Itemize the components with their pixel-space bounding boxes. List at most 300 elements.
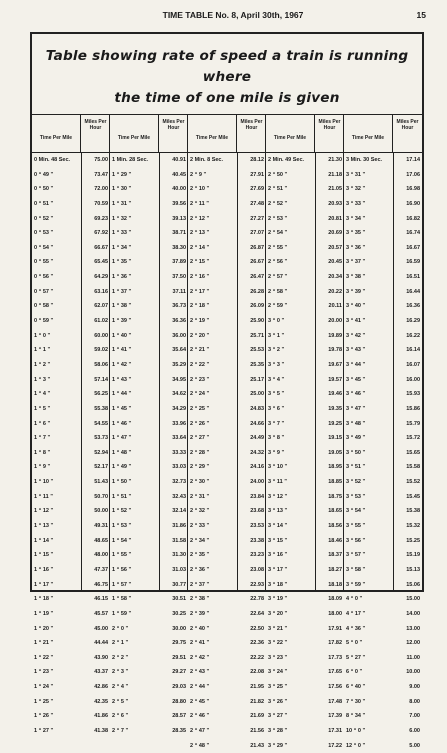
time-cell: 2 “ 52 ”	[268, 200, 288, 207]
speed-cell: 17.39	[328, 713, 342, 720]
speed-cell: 20.45	[328, 259, 342, 266]
speed-cell: 64.29	[94, 274, 108, 281]
time-cell: 3 “ 9 ”	[268, 449, 285, 456]
time-cell: 1 “ 40 ”	[112, 332, 132, 339]
time-cell: 2 “ 29 ”	[190, 464, 210, 471]
speed-cell: 30.00	[172, 625, 186, 632]
speed-cell: 40.45	[172, 171, 186, 178]
time-cell: 1 “ 3 ”	[34, 376, 51, 383]
time-cell: 3 “ 16 ”	[268, 552, 288, 559]
table-row	[32, 475, 110, 490]
time-cell: 2 “ 17 ”	[190, 288, 210, 295]
time-cell: 1 Min. 28 Sec.	[112, 157, 149, 163]
time-cell: 1 “ 21 ”	[34, 640, 54, 647]
table-row	[188, 578, 266, 593]
table-row	[266, 724, 344, 739]
table-row	[266, 387, 344, 402]
time-cell: 1 “ 32 ”	[112, 215, 132, 222]
time-cell: 5 “ 0 ”	[346, 640, 363, 647]
speed-cell: 52.17	[94, 464, 108, 471]
time-cell: 3 “ 23 ”	[268, 654, 288, 661]
table-row	[188, 636, 266, 651]
speed-cell: 41.86	[94, 713, 108, 720]
speed-cell: 15.38	[406, 508, 420, 515]
time-cell: 1 “ 50 ”	[112, 479, 132, 486]
table-row	[110, 197, 188, 212]
speed-cell: 57.14	[94, 376, 108, 383]
table-row	[32, 255, 110, 270]
time-cell: 1 “ 54 ”	[112, 537, 132, 544]
page-header	[40, 10, 426, 24]
table-row	[32, 665, 110, 680]
table-row	[32, 504, 110, 519]
speed-cell: 29.75	[172, 640, 186, 647]
speed-cell: 46.75	[94, 581, 108, 588]
table-row	[266, 241, 344, 256]
speed-cell: 23.84	[250, 493, 264, 500]
time-cell: 3 “ 18 ”	[268, 581, 288, 588]
table-row	[32, 724, 110, 739]
table-row	[266, 446, 344, 461]
time-cell: 2 “ 33 ”	[190, 523, 210, 530]
speed-cell: 17.91	[328, 625, 342, 632]
row-list	[266, 153, 344, 753]
table-row	[266, 695, 344, 710]
speed-cell: 34.95	[172, 376, 186, 383]
speed-cell: 19.25	[328, 420, 342, 427]
speed-cell: 34.29	[172, 405, 186, 412]
time-cell: 3 “ 5 ”	[268, 391, 285, 398]
table-row	[188, 358, 266, 373]
timetable-title: TIME TABLE No. 8, April 30th, 1967	[162, 10, 304, 20]
speed-cell: 16.90	[406, 200, 420, 207]
speed-cell: 27.48	[250, 200, 264, 207]
table-row	[188, 182, 266, 197]
time-cell: 2 “ 10 ”	[190, 186, 210, 193]
table-row	[344, 168, 422, 183]
table-row	[188, 373, 266, 388]
time-cell: 0 “ 52 ”	[34, 215, 54, 222]
time-cell: 3 “ 29 ”	[268, 742, 288, 749]
speed-cell: 13.00	[406, 625, 420, 632]
time-cell: 2 “ 5 ”	[112, 698, 129, 705]
time-cell: 3 “ 47 ”	[346, 405, 366, 412]
table-row	[188, 226, 266, 241]
speed-cell: 7.00	[409, 713, 420, 720]
time-cell: 3 “ 6 ”	[268, 405, 285, 412]
speed-cell: 32.43	[172, 493, 186, 500]
speed-cell: 20.81	[328, 215, 342, 222]
speed-table-frame	[30, 32, 424, 749]
table-row	[32, 460, 110, 475]
speed-cell: 37.50	[172, 274, 186, 281]
speed-cell: 16.00	[406, 376, 420, 383]
row-list	[110, 153, 188, 739]
table-row	[266, 299, 344, 314]
table-row	[32, 153, 110, 168]
table-row	[32, 226, 110, 241]
speed-cell: 15.79	[406, 420, 420, 427]
time-cell: 3 “ 50 ”	[346, 449, 366, 456]
table-row	[344, 343, 422, 358]
speed-cell: 70.59	[94, 200, 108, 207]
speed-cell: 58.06	[94, 361, 108, 368]
table-row	[32, 548, 110, 563]
miles-per-hour-header: Miles Per Hour	[396, 119, 419, 131]
speed-cell: 33.33	[172, 449, 186, 456]
table-row	[266, 314, 344, 329]
time-cell: 2 “ 30 ”	[190, 479, 210, 486]
table-row	[110, 504, 188, 519]
time-cell: 0 Min. 48 Sec.	[34, 157, 71, 163]
time-cell: 2 “ 7 ”	[112, 727, 129, 734]
table-row	[188, 299, 266, 314]
speed-cell: 16.14	[406, 347, 420, 354]
speed-cell: 25.71	[250, 332, 264, 339]
speed-cell: 15.13	[406, 566, 420, 573]
table-title-line-1: Table showing rate of speed a train is running where	[45, 48, 409, 85]
time-cell: 3 “ 28 ”	[268, 727, 288, 734]
table-row	[188, 724, 266, 739]
time-cell: 3 “ 44 ”	[346, 361, 366, 368]
time-cell: 2 “ 53 ”	[268, 215, 288, 222]
column-group-header	[266, 115, 344, 153]
table-row	[188, 622, 266, 637]
time-cell: 2 “ 44 ”	[190, 684, 210, 691]
speed-cell: 10.00	[406, 669, 420, 676]
time-cell: 1 “ 27 ”	[34, 727, 54, 734]
speed-cell: 30.51	[172, 596, 186, 603]
speed-cell: 48.00	[94, 552, 108, 559]
speed-cell: 18.85	[328, 479, 342, 486]
speed-cell: 33.96	[172, 420, 186, 427]
table-row	[110, 519, 188, 534]
column-group-3	[188, 115, 266, 749]
table-row	[110, 417, 188, 432]
speed-cell: 15.25	[406, 537, 420, 544]
time-cell: 2 “ 46 ”	[190, 713, 210, 720]
table-row	[266, 636, 344, 651]
speed-cell: 19.78	[328, 347, 342, 354]
speed-cell: 16.07	[406, 361, 420, 368]
time-cell: 1 “ 42 ”	[112, 361, 132, 368]
table-row	[344, 255, 422, 270]
table-row	[32, 329, 110, 344]
table-row	[266, 548, 344, 563]
table-row	[110, 490, 188, 505]
time-cell: 2 “ 22 ”	[190, 361, 210, 368]
table-row	[110, 373, 188, 388]
table-row	[32, 578, 110, 593]
speed-cell: 15.93	[406, 391, 420, 398]
table-row	[344, 314, 422, 329]
table-row	[344, 212, 422, 227]
speed-cell: 19.57	[328, 376, 342, 383]
time-cell: 2 “ 50 ”	[268, 171, 288, 178]
table-row	[110, 431, 188, 446]
table-row	[188, 519, 266, 534]
time-cell: 2 “ 34 ”	[190, 537, 210, 544]
time-cell: 2 “ 16 ”	[190, 274, 210, 281]
time-cell: 1 “ 35 ”	[112, 259, 132, 266]
speed-cell: 16.44	[406, 288, 420, 295]
speed-cell: 17.65	[328, 669, 342, 676]
table-row	[110, 168, 188, 183]
speed-cell: 18.75	[328, 493, 342, 500]
time-cell: 3 “ 35 ”	[346, 230, 366, 237]
time-cell: 8 “ 34 ”	[346, 713, 366, 720]
table-row	[32, 709, 110, 724]
time-cell: 1 “ 44 ”	[112, 391, 132, 398]
table-row	[344, 651, 422, 666]
time-cell: 2 Min. 49 Sec.	[268, 157, 305, 163]
time-cell: 0 “ 57 ”	[34, 288, 54, 295]
speed-cell: 53.73	[94, 435, 108, 442]
table-row	[266, 680, 344, 695]
speed-cell: 5.00	[409, 742, 420, 749]
table-row	[188, 709, 266, 724]
speed-cell: 60.00	[94, 332, 108, 339]
speed-cell: 56.25	[94, 391, 108, 398]
table-row	[344, 402, 422, 417]
table-row	[110, 241, 188, 256]
table-row	[32, 519, 110, 534]
time-cell: 1 “ 57 ”	[112, 581, 132, 588]
table-row	[188, 343, 266, 358]
time-cell: 1 “ 33 ”	[112, 230, 132, 237]
table-row	[188, 153, 266, 168]
table-row	[188, 695, 266, 710]
speed-cell: 19.05	[328, 449, 342, 456]
time-cell: 1 “ 55 ”	[112, 552, 132, 559]
time-cell: 2 “ 24 ”	[190, 391, 210, 398]
speed-cell: 16.74	[406, 230, 420, 237]
speed-cell: 21.69	[250, 713, 264, 720]
table-row	[32, 402, 110, 417]
time-cell: 2 “ 14 ”	[190, 244, 210, 251]
speed-cell: 37.11	[172, 288, 186, 295]
table-row	[266, 431, 344, 446]
speed-cell: 24.66	[250, 420, 264, 427]
time-cell: 3 “ 8 ”	[268, 435, 285, 442]
time-cell: 3 “ 43 ”	[346, 347, 366, 354]
table-row	[188, 255, 266, 270]
speed-cell: 28.12	[250, 157, 264, 163]
speed-cell: 27.07	[250, 230, 264, 237]
time-cell: 3 “ 38 ”	[346, 274, 366, 281]
speed-cell: 18.00	[328, 610, 342, 617]
speed-cell: 30.25	[172, 610, 186, 617]
time-cell: 3 “ 53 ”	[346, 493, 366, 500]
time-cell: 0 “ 58 ”	[34, 303, 54, 310]
table-row	[188, 607, 266, 622]
time-cell: 2 “ 26 ”	[190, 420, 210, 427]
table-row	[188, 314, 266, 329]
speed-cell: 9.00	[409, 684, 420, 691]
time-cell: 3 “ 14 ”	[268, 523, 288, 530]
speed-cell: 26.28	[250, 288, 264, 295]
speed-cell: 23.08	[250, 566, 264, 573]
time-cell: 1 “ 17 ”	[34, 581, 54, 588]
time-cell: 1 “ 51 ”	[112, 493, 132, 500]
time-cell: 3 “ 10 ”	[268, 464, 288, 471]
speed-cell: 43.90	[94, 654, 108, 661]
speed-cell: 25.00	[250, 391, 264, 398]
time-cell: 1 “ 8 ”	[34, 449, 51, 456]
table-row	[188, 504, 266, 519]
time-cell: 2 “ 41 ”	[190, 640, 210, 647]
table-row	[188, 431, 266, 446]
speed-cell: 73.47	[94, 171, 108, 178]
time-cell: 1 “ 0 ”	[34, 332, 51, 339]
speed-cell: 18.46	[328, 537, 342, 544]
time-cell: 4 “ 36 ”	[346, 625, 366, 632]
time-per-mile-header: Time Per Mile	[344, 115, 393, 152]
table-row	[266, 504, 344, 519]
time-cell: 1 “ 6 ”	[34, 420, 51, 427]
table-row	[344, 636, 422, 651]
speed-cell: 25.35	[250, 361, 264, 368]
table-row	[188, 417, 266, 432]
time-cell: 3 “ 49 ”	[346, 435, 366, 442]
speed-cell: 25.17	[250, 376, 264, 383]
speed-cell: 21.30	[328, 157, 342, 163]
speed-cell: 24.83	[250, 405, 264, 412]
time-cell: 3 “ 15 ”	[268, 537, 288, 544]
table-row	[266, 475, 344, 490]
speed-cell: 61.02	[94, 318, 108, 325]
time-cell: 2 “ 31 ”	[190, 493, 210, 500]
table-row	[32, 431, 110, 446]
time-cell: 1 “ 46 ”	[112, 420, 132, 427]
speed-cell: 19.35	[328, 405, 342, 412]
time-cell: 5 “ 27 ”	[346, 654, 366, 661]
time-cell: 4 “ 17 ”	[346, 610, 366, 617]
table-row	[344, 182, 422, 197]
time-cell: 1 “ 18 ”	[34, 596, 54, 603]
table-row	[344, 519, 422, 534]
time-cell: 7 “ 30 ”	[346, 698, 366, 705]
speed-cell: 16.29	[406, 318, 420, 325]
speed-cell: 23.38	[250, 537, 264, 544]
time-cell: 1 “ 30 ”	[112, 186, 132, 193]
table-row	[32, 299, 110, 314]
time-cell: 2 “ 11 ”	[190, 200, 209, 207]
table-row	[110, 651, 188, 666]
table-row	[344, 709, 422, 724]
table-row	[266, 168, 344, 183]
time-cell: 3 “ 57 ”	[346, 552, 366, 559]
speed-cell: 36.00	[172, 332, 186, 339]
page-number: 15	[416, 10, 426, 20]
time-cell: 3 “ 12 ”	[268, 493, 288, 500]
time-cell: 1 “ 9 ”	[34, 464, 51, 471]
speed-cell: 15.72	[406, 435, 420, 442]
row-list	[32, 153, 110, 739]
table-row	[266, 665, 344, 680]
speed-cell: 24.49	[250, 435, 264, 442]
time-cell: 3 “ 4 ”	[268, 376, 285, 383]
speed-cell: 45.00	[94, 625, 108, 632]
table-row	[266, 622, 344, 637]
speed-cell: 43.37	[94, 669, 108, 676]
table-row	[110, 460, 188, 475]
speed-cell: 15.19	[406, 552, 420, 559]
time-cell: 3 “ 20 ”	[268, 610, 288, 617]
speed-cell: 21.18	[328, 171, 342, 178]
speed-cell: 15.86	[406, 405, 420, 412]
table-row	[344, 417, 422, 432]
table-row	[344, 431, 422, 446]
speed-cell: 63.16	[94, 288, 108, 295]
table-row	[344, 329, 422, 344]
time-per-mile-header: Time Per Mile	[266, 115, 315, 152]
table-row	[188, 563, 266, 578]
speed-cell: 28.57	[172, 713, 186, 720]
table-row	[266, 739, 344, 753]
table-row	[32, 563, 110, 578]
table-row	[110, 387, 188, 402]
speed-cell: 24.00	[250, 479, 264, 486]
speed-cell: 42.35	[94, 698, 108, 705]
time-cell: 2 “ 21 ”	[190, 347, 210, 354]
speed-cell: 26.87	[250, 244, 264, 251]
speed-cell: 50.00	[94, 508, 108, 515]
time-cell: 6 “ 0 ”	[346, 669, 363, 676]
speed-cell: 40.91	[172, 157, 186, 163]
time-cell: 3 Min. 30 Sec.	[346, 157, 383, 163]
table-row	[344, 665, 422, 680]
speed-cell: 75.00	[94, 157, 108, 163]
speed-cell: 25.53	[250, 347, 264, 354]
miles-per-hour-header: Miles Per Hour	[240, 119, 263, 131]
speed-cell: 42.86	[94, 684, 108, 691]
time-cell: 3 “ 32 ”	[346, 186, 366, 193]
speed-cell: 46.15	[94, 596, 108, 603]
time-cell: 1 “ 39 ”	[112, 318, 132, 325]
time-cell: 2 “ 40 ”	[190, 625, 210, 632]
table-row	[344, 622, 422, 637]
time-cell: 10 “ 0 ”	[346, 727, 366, 734]
table-row	[110, 724, 188, 739]
table-row	[266, 519, 344, 534]
speed-cell: 22.36	[250, 640, 264, 647]
table-row	[32, 270, 110, 285]
time-cell: 1 “ 43 ”	[112, 376, 132, 383]
table-row	[110, 578, 188, 593]
speed-cell: 21.95	[250, 684, 264, 691]
table-row	[266, 197, 344, 212]
miles-per-hour-header: Miles Per Hour	[162, 119, 185, 131]
time-cell: 3 “ 13 ”	[268, 508, 288, 515]
table-row	[266, 402, 344, 417]
speed-cell: 17.22	[328, 742, 342, 749]
table-row	[110, 534, 188, 549]
speed-cell: 21.05	[328, 186, 342, 193]
speed-cell: 26.67	[250, 259, 264, 266]
table-row	[110, 446, 188, 461]
table-row	[344, 226, 422, 241]
table-row	[344, 548, 422, 563]
speed-cell: 48.65	[94, 537, 108, 544]
time-cell: 0 “ 56 ”	[34, 274, 54, 281]
table-row	[110, 255, 188, 270]
column-group-2	[110, 115, 188, 734]
speed-cell: 28.35	[172, 727, 186, 734]
table-row	[32, 490, 110, 505]
miles-per-hour-header: Miles Per Hour	[84, 119, 107, 131]
time-cell: 3 “ 54 ”	[346, 508, 366, 515]
